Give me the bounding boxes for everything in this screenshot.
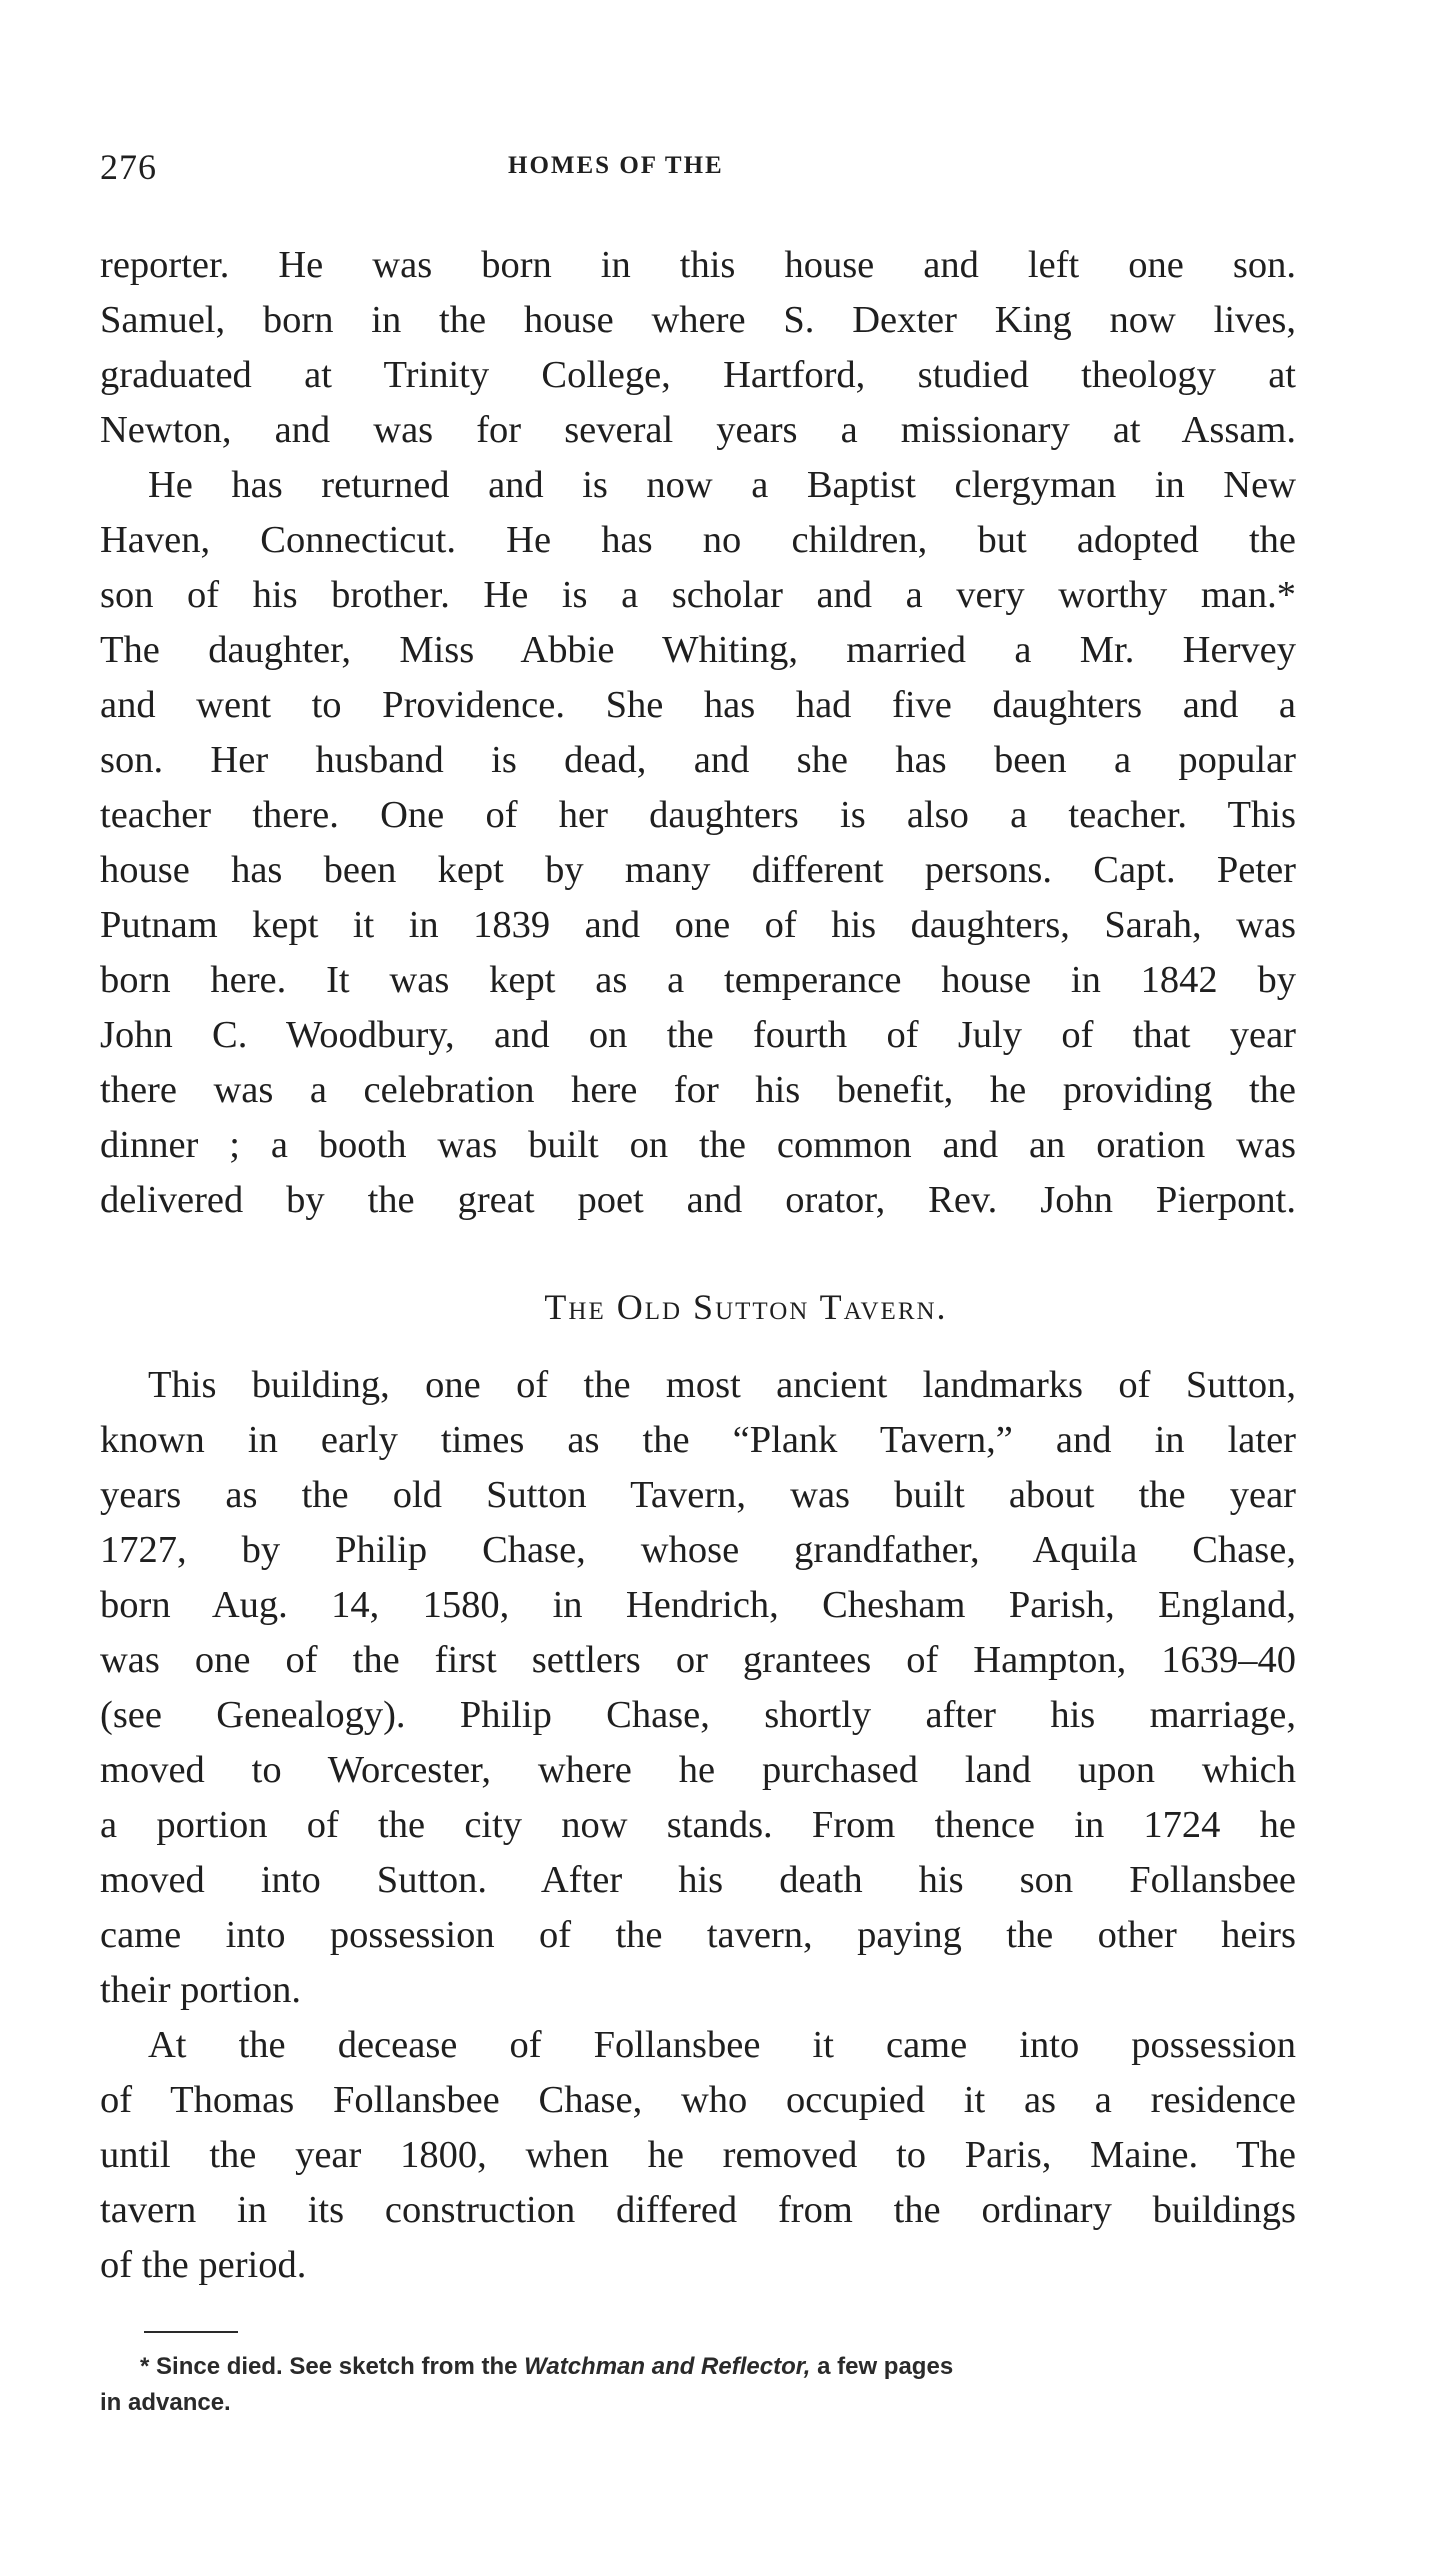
text-line: tavern in its construction differed from the ordinary buildings [100,2189,1296,2231]
text-line: known in early times as the “Plank Tavern,” and in later [100,1419,1296,1461]
text-line: a portion of the city now stands. From thence in 1724 he [100,1804,1296,1846]
text-line: born here. It was kept as a temperance house in 1842 by [100,959,1296,1001]
footnote [100,2349,1296,2421]
text-line: moved to Worcester, where he purchased land upon which [100,1749,1296,1791]
text-line: years as the old Sutton Tavern, was built about the year [100,1474,1296,1516]
paragraph-continuation [100,238,1296,458]
footnote-text-after: a few pages [810,2353,954,2380]
paragraph [100,1358,1296,2018]
page-number: 276 [100,147,157,187]
text-line: He has returned and is now a Baptist clergyman in New [148,464,1296,506]
footnote-line [100,2349,1296,2385]
text-line: of the period. [100,2244,307,2286]
text-line: teacher there. One of her daughters is also a teacher. This [100,794,1296,836]
text-line: was one of the first settlers or grantees of Hampton, 1639–40 [100,1639,1296,1681]
footnote-text: Since died. See sketch from the [156,2353,525,2380]
footnote-publication: Watchman and Reflector, [524,2353,811,2380]
text-line: Samuel, born in the house where S. Dexter King now lives, [100,299,1296,341]
paragraph [100,458,1296,1228]
text-line: (see Genealogy). Philip Chase, shortly after his marriage, [100,1694,1296,1736]
book-page [100,140,1296,2421]
text-line: At the decease of Follansbee it came into possession [148,2024,1296,2066]
text-line: moved into Sutton. After his death his son Follansbee [100,1859,1296,1901]
text-line: graduated at Trinity College, Hartford, studied theology at [100,354,1296,396]
text-line: until the year 1800, when he removed to Paris, Maine. The [100,2134,1296,2176]
text-line: The daughter, Miss Abbie Whiting, married a Mr. Hervey [100,629,1296,671]
text-line: born Aug. 14, 1580, in Hendrich, Chesham Parish, England, [100,1584,1296,1626]
text-line: son of his brother. He is a scholar and a very worthy man.* [100,574,1296,616]
text-line: came into possession of the tavern, paying the other heirs [100,1914,1296,1956]
text-line: and went to Providence. She has had five daughters and a [100,684,1296,726]
running-head [100,140,1296,200]
text-line: reporter. He was born in this house and left one son. [100,244,1296,286]
text-line: Haven, Connecticut. He has no children, but adopted the [100,519,1296,561]
text-line: son. Her husband is dead, and she has been a popular [100,739,1296,781]
text-line: 1727, by Philip Chase, whose grandfather, Aquila Chase, [100,1529,1296,1571]
paragraph [100,2018,1296,2293]
text-line: This building, one of the most ancient landmarks of Sutton, [148,1364,1296,1406]
footnote-marker: * [140,2353,150,2380]
text-line: of Thomas Follansbee Chase, who occupied it as a residence [100,2079,1296,2121]
text-line: their portion. [100,1969,302,2011]
footnote-continuation: in advance. [100,2389,231,2416]
text-line: Putnam kept it in 1839 and one of his daughters, Sarah, was [100,904,1296,946]
text-line: Newton, and was for several years a missionary at Assam. [100,409,1296,451]
running-title: HOMES OF THE [508,152,724,179]
text-line: house has been kept by many different persons. Capt. Peter [100,849,1296,891]
section-heading: The Old Sutton Tavern. [544,1287,948,1327]
footnote-divider [144,2331,238,2333]
text-line: John C. Woodbury, and on the fourth of July of that year [100,1014,1296,1056]
text-line: there was a celebration here for his benefit, he providing the [100,1069,1296,1111]
text-line: dinner ; a booth was built on the common and an oration was [100,1124,1296,1166]
text-line: delivered by the great poet and orator, Rev. John Pierpont. [100,1179,1296,1221]
